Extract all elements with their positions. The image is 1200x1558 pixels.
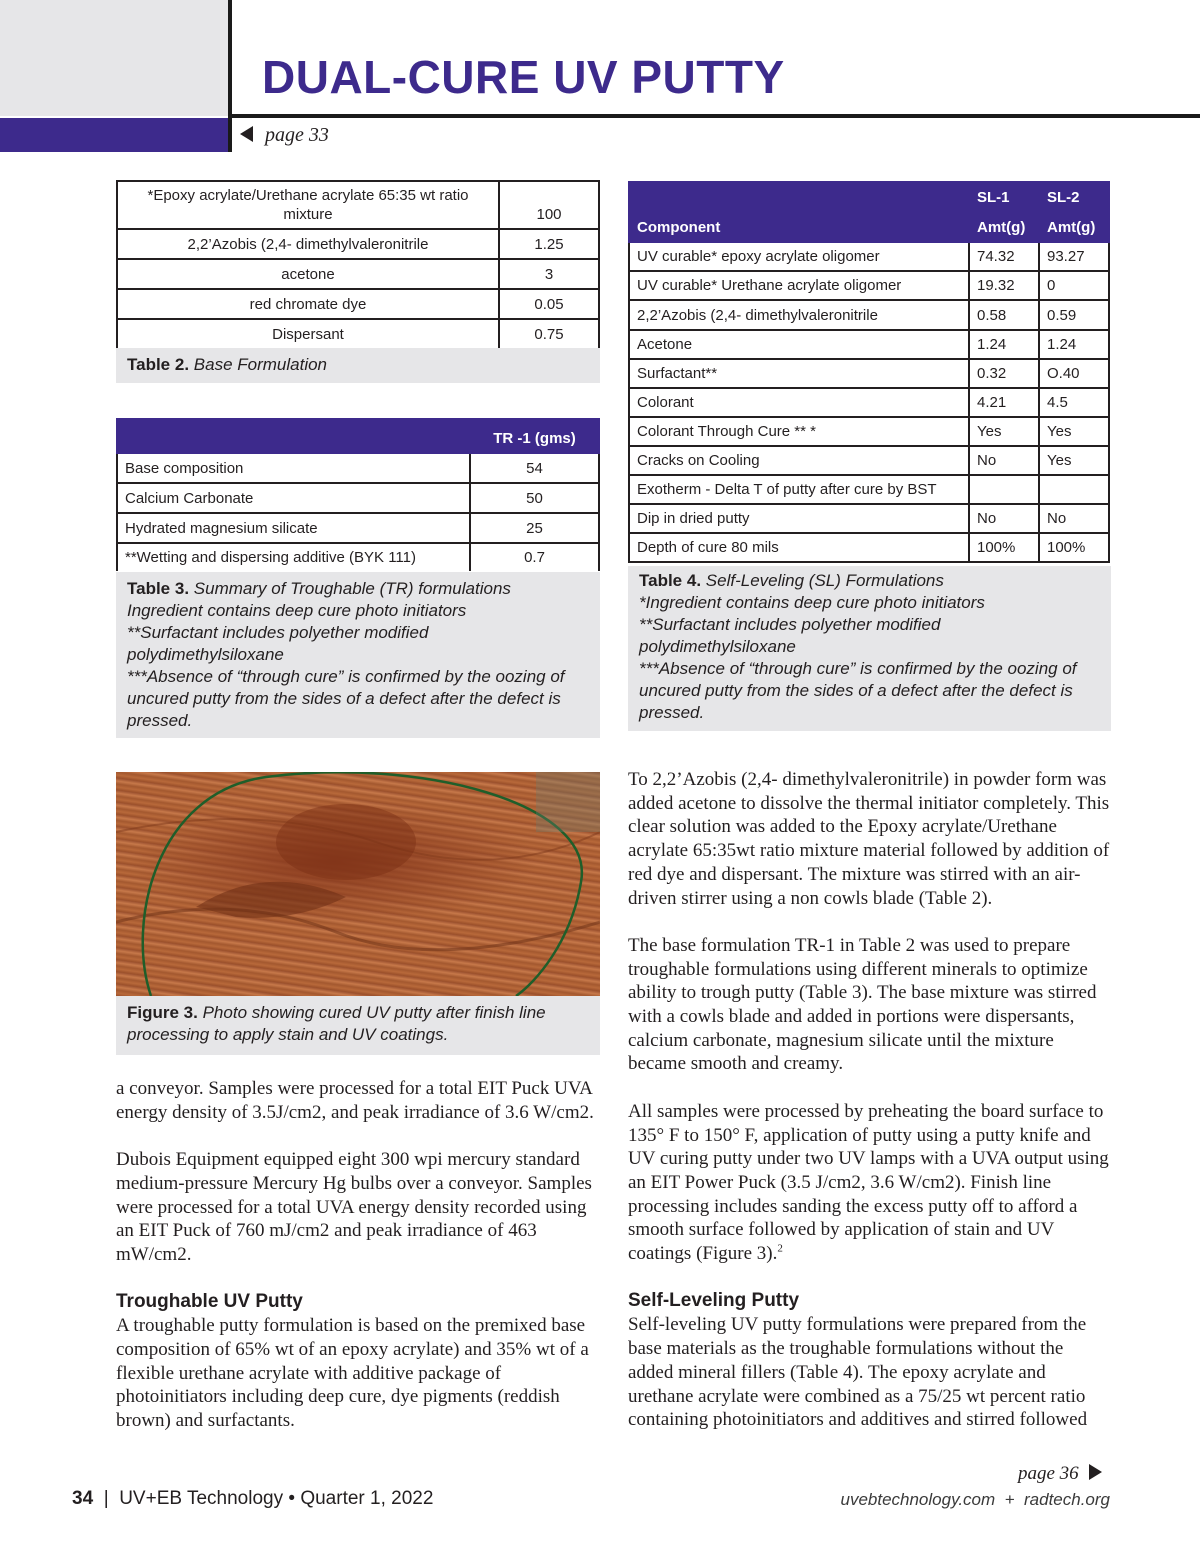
body-paragraph-text: All samples were processed by preheating the board surface to 135° F to 150° F, application of putty using a putty knife and UV curing putty under two UV lamps with a UVA output using an EIT Power Puck (3.5 J/cm2, 3.6 W/cm2). Finish line processing includes sanding the excess putty off to afford a smooth surface followed by application of stain and UV coatings (Figure 3). <box>628 1100 1109 1265</box>
body-paragraph: A troughable putty formulation is based on the premixed base composition of 65% wt of an epoxy acrylate) and 35% wt of a flexible urethane acrylate with additive package of photoinitiators including deep cure, dye pigments (reddish brown) and surfactants. <box>116 1315 589 1432</box>
table-cell: Colorant <box>629 388 969 417</box>
table-row <box>629 242 1109 271</box>
caption-note: Ingredient contains deep cure photo initiators <box>127 601 467 620</box>
table-cell: 93.27 <box>1039 242 1109 271</box>
wood-grain-illustration <box>116 772 600 996</box>
body-paragraph: The base formulation TR-1 in Table 2 was used to prepare troughable formulations using different minerals to optimize ability to trough putty (Table 3). The base mixture was stirred with a cowls blade and added in portions were dispersants, calcium carbonate, magnesium silicate until the mixture became smooth and creamy. <box>628 934 1097 1075</box>
caption-label: Table 2. <box>127 355 190 374</box>
table-4-caption <box>628 566 1111 731</box>
body-paragraph <box>628 1100 1113 1266</box>
table-header-cell: TR -1 (gms) <box>470 419 599 453</box>
table-cell: 25 <box>470 513 599 543</box>
table-cell: acetone <box>117 259 499 289</box>
table-row <box>629 417 1109 446</box>
table-row <box>117 513 599 543</box>
body-paragraph: a conveyor. Samples were processed for a total EIT Puck UVA energy density of 3.5J/cm2, and peak irradiance of 3.6 W/cm2. <box>116 1078 594 1123</box>
table-row <box>629 533 1109 562</box>
right-column-text <box>628 768 1113 1432</box>
table-cell: Yes <box>1039 417 1109 446</box>
figure-3-caption <box>116 996 600 1055</box>
issue-date: Quarter 1, 2022 <box>300 1488 434 1509</box>
table-cell: 2,2’Azobis (2,4- dimethylvaleronitrile <box>117 229 499 259</box>
table-header-cell: SL-1 <box>969 182 1039 212</box>
table-row <box>117 453 599 483</box>
table-row <box>629 271 1109 300</box>
table-row <box>117 483 599 513</box>
table-cell: 100% <box>1039 533 1109 562</box>
table-row <box>629 330 1109 359</box>
table-3-caption <box>116 572 600 738</box>
header-horizontal-rule <box>228 114 1200 118</box>
table-row <box>629 300 1109 330</box>
table-cell: Exotherm - Delta T of putty after cure by BST <box>629 475 969 504</box>
caption-title-line <box>639 570 1100 592</box>
table-cell: Base composition <box>117 453 470 483</box>
table-cell: Yes <box>969 417 1039 446</box>
website-link[interactable]: uvebtechnology.com <box>840 1490 996 1509</box>
table-cell: Cracks on Cooling <box>629 446 969 475</box>
caption-label: Table 3. <box>127 579 190 598</box>
next-page-link[interactable] <box>1018 1463 1102 1485</box>
table-cell: Dip in dried putty <box>629 504 969 533</box>
table-header-row <box>629 182 1109 212</box>
table-cell: 4.5 <box>1039 388 1109 417</box>
table-cell <box>969 475 1039 504</box>
table-cell: O.40 <box>1039 359 1109 388</box>
footer-bullet: • <box>288 1488 296 1509</box>
table-cell: 0 <box>1039 271 1109 300</box>
table-cell: 54 <box>470 453 599 483</box>
table-header-cell: Amt(g) <box>969 212 1039 242</box>
body-paragraph: To 2,2’Azobis (2,4- dimethylvaleronitrile) in powder form was added acetone to dissolve the thermal initiator completely. This clear solution was added to the Epoxy acrylate/Urethane acrylate 65:35wt ratio mixture material followed by addition of red dye and dispersant. The mixture was stirred with an air-driven stirrer using a non cowls blade (Table 2). <box>628 769 1110 909</box>
table-header-cell: SL-2 <box>1039 182 1109 212</box>
table-cell: 2,2’Azobis (2,4- dimethylvaleronitrile <box>629 300 969 330</box>
table-header-row <box>629 212 1109 242</box>
caption-text: Photo showing cured UV putty after finish line processing to apply stain and UV coatings. <box>127 1003 546 1044</box>
table-cell: 100 <box>499 181 599 229</box>
table-cell: 0.75 <box>499 319 599 349</box>
table-cell <box>1039 475 1109 504</box>
table-cell: 4.21 <box>969 388 1039 417</box>
body-paragraph: Dubois Equipment equipped eight 300 wpi mercury standard medium-pressure Mercury Hg bulbs over a conveyor. Samples were processed for a total UVA energy density recorded using an EIT Puck of 760 mJ/cm2 and peak irradiance of 463 mW/cm2. <box>116 1149 592 1265</box>
caption-label: Table 4. <box>639 571 702 590</box>
caption-title: Summary of Troughable (TR) formulations <box>193 579 511 598</box>
table-cell: UV curable* epoxy acrylate oligomer <box>629 242 969 271</box>
table-cell: 0.05 <box>499 289 599 319</box>
table-2-caption <box>116 348 600 383</box>
table-cell: 1.24 <box>1039 330 1109 359</box>
caption-note: *Ingredient contains deep cure photo initiators <box>639 593 985 612</box>
header-vertical-rule <box>228 0 232 152</box>
table-cell: Colorant Through Cure ** * <box>629 417 969 446</box>
caption-note: **Surfactant includes polyether modified polydimethylsiloxane <box>639 615 941 656</box>
website-link[interactable]: radtech.org <box>1024 1490 1110 1509</box>
table-cell: No <box>969 446 1039 475</box>
table-row <box>629 504 1109 533</box>
caption-title: Self-Leveling (SL) Formulations <box>705 571 944 590</box>
caption-text: Base Formulation <box>193 355 328 374</box>
figure-3-photo <box>116 772 600 996</box>
caption-label: Figure 3. <box>127 1003 198 1022</box>
table-row <box>117 181 599 229</box>
table-cell: Calcium Carbonate <box>117 483 470 513</box>
page-number: 34 <box>72 1488 94 1509</box>
prev-page-link[interactable] <box>240 124 329 147</box>
footer-publication <box>72 1488 433 1510</box>
table-row <box>629 446 1109 475</box>
table-row <box>117 319 599 349</box>
prev-page-label: page 33 <box>265 124 329 146</box>
table-base-formulation <box>116 180 600 350</box>
table-cell: Acetone <box>629 330 969 359</box>
table-header-cell <box>629 182 969 212</box>
table-row <box>629 388 1109 417</box>
table-cell: No <box>1039 504 1109 533</box>
header-purple-bar <box>0 118 228 152</box>
table-cell: 0.59 <box>1039 300 1109 330</box>
caption-note: **Surfactant includes polyether modified polydimethylsiloxane <box>127 623 429 664</box>
header-gray-block <box>0 0 228 116</box>
table-cell: 100% <box>969 533 1039 562</box>
section-heading-troughable: Troughable UV Putty <box>116 1291 303 1313</box>
table-cell: Yes <box>1039 446 1109 475</box>
arrow-left-icon <box>240 126 253 142</box>
table-cell: Hydrated magnesium silicate <box>117 513 470 543</box>
publication-name: UV+EB Technology <box>119 1488 284 1509</box>
table-cell: **Wetting and dispersing additive (BYK 111) <box>117 543 470 571</box>
table-cell: Surfactant** <box>629 359 969 388</box>
table-row <box>629 475 1109 504</box>
footer-plus: + <box>1004 1490 1015 1509</box>
footer-separator: | <box>98 1488 120 1509</box>
table-cell: UV curable* Urethane acrylate oligomer <box>629 271 969 300</box>
table-row <box>117 543 599 571</box>
caption-title-line <box>127 578 589 600</box>
table-row <box>117 289 599 319</box>
table-header-cell <box>117 419 470 453</box>
table-cell: 3 <box>499 259 599 289</box>
table-cell: 0.58 <box>969 300 1039 330</box>
table-cell: Depth of cure 80 mils <box>629 533 969 562</box>
table-row <box>117 259 599 289</box>
table-cell: *Epoxy acrylate/Urethane acrylate 65:35 wt ratio mixture <box>117 181 499 229</box>
page-title: DUAL-CURE UV PUTTY <box>262 51 785 103</box>
next-page-label: page 36 <box>1018 1463 1079 1484</box>
arrow-right-icon <box>1089 1464 1102 1480</box>
table-self-leveling-formulations <box>628 181 1110 563</box>
reference-superscript: 2 <box>777 1242 783 1255</box>
table-cell: 19.32 <box>969 271 1039 300</box>
section-heading-self-leveling: Self-Leveling Putty <box>628 1290 800 1312</box>
table-cell: 0.32 <box>969 359 1039 388</box>
table-cell: red chromate dye <box>117 289 499 319</box>
table-cell: 1.25 <box>499 229 599 259</box>
table-row <box>117 229 599 259</box>
caption-note: ***Absence of “through cure” is confirmed by the oozing of uncured putty from the sides of a defect after the defect is pressed. <box>639 659 1077 722</box>
table-cell: No <box>969 504 1039 533</box>
table-cell: 0.7 <box>470 543 599 571</box>
body-paragraph: Self-leveling UV putty formulations were prepared from the base materials as the troughable formulations without the added mineral fillers (Table 4). The epoxy acrylate and urethane acrylate were combined as a 75/25 wt percent ratio containing photoinitiators and additives and stirred followed <box>628 1314 1088 1431</box>
table-troughable-formulations <box>116 418 600 571</box>
caption-note: ***Absence of “through cure” is confirmed by the oozing of uncured putty from the sides of a defect after the defect is pressed. <box>127 667 565 730</box>
table-cell: 1.24 <box>969 330 1039 359</box>
table-header-cell: Component <box>629 212 969 242</box>
table-cell: Dispersant <box>117 319 499 349</box>
table-header-row <box>117 419 599 453</box>
table-row <box>629 359 1109 388</box>
table-cell: 74.32 <box>969 242 1039 271</box>
table-header-cell: Amt(g) <box>1039 212 1109 242</box>
left-column-text <box>116 1077 606 1457</box>
footer-websites <box>840 1490 1110 1510</box>
table-cell: 50 <box>470 483 599 513</box>
